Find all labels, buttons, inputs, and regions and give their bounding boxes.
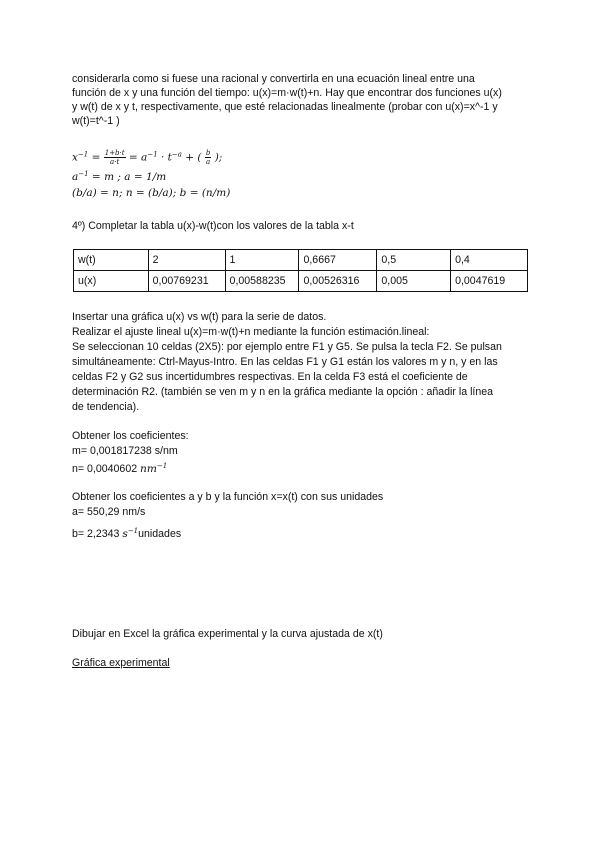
instruction-line-5: celdas F2 y G2 sus incertidumbres respectivas. En la celda F3 está el coeficiente de [72,371,468,383]
table-cell: 2 [148,250,225,271]
instruction-line-2: Realizar el ajuste lineal u(x)=m·w(t)+n mediante la función estimación.lineal: [72,326,430,338]
row-header-cell: w(t) [74,250,149,271]
table-cell: 0,00588235 [225,271,299,292]
intro-line-2: función de x y una función del tiempo: u(x)=m·w(t)+n. Hay que encontrar dos funciones u(x) [72,87,502,99]
section-4-heading: 4º) Completar la tabla u(x)-w(t)con los valores de la tabla x-t [72,220,354,232]
equation-1: $x^{-1}$ = $\frac{1+b\cdot t}{a\cdot t}$ = $a^{-1} \cdot t^{-a}$ + ( $\frac{b}{a}$ ); [72,149,223,166]
table-cell: 0,5 [377,250,451,271]
table-cell: 0,6667 [299,250,377,271]
instruction-line-1: Insertar una gráfica u(x) vs w(t) para la serie de datos. [72,311,327,323]
graph-title: Gráfica experimental [72,657,170,669]
ab-heading: Obtener los coeficientes a y b y la función x=x(t) con sus unidades [72,491,384,503]
coefficient-a: a= 550,29 nm/s [72,506,146,518]
draw-instruction: Dibujar en Excel la gráfica experimental y la curva ajustada de x(t) [72,628,383,640]
coefficient-b: b= 2,2343 $s^{-1}unidades$ [72,527,182,540]
instruction-line-3: Se seleccionan 10 celdas (2X5): por ejemplo entre F1 y G5. Se pulsa la tecla F2. Se pulsan [72,341,502,353]
instruction-line-7: de tendencia). [72,401,140,413]
coefficients-heading: Obtener los coeficientes: [72,430,189,442]
intro-line-3: y w(t) de x y t, respectivamente, que esté relacionadas linealmente (probar con u(x)=x^-1 y [72,101,498,113]
instruction-line-4: simultáneamente: Ctrl-Mayus-Intro. En las celdas F1 y G1 están los valores m y n, y en las [72,356,498,368]
coefficient-m: m= 0,001817238 s/nm [72,445,178,457]
table-row [74,250,528,271]
table-cell: 0,00769231 [148,271,225,292]
intro-line-4: w(t)=t^-1 ) [72,115,120,127]
intro-line-1: considerarla como si fuese una racional y convertirla en una ecuación lineal entre una [72,73,475,85]
table-cell: 0,005 [377,271,451,292]
table-cell: 0,00526316 [299,271,377,292]
fraction-1: $\frac{1+b\cdot t}{a\cdot t}$ [104,149,125,166]
fraction-2: $\frac{b}{a}$ [205,149,211,166]
equation-2: $a^{-1} = m$ ; a = 1/m [72,170,167,183]
equation-3: (b/a) = n; n = (b/a); b = (n/m) [72,187,231,199]
table-cell: 0,4 [451,250,528,271]
table-row [74,271,528,292]
data-table [73,249,528,292]
instruction-line-6: determinación R2. (también se ven m y n en la gráfica mediante la opción : añadir la línea [72,386,494,398]
table-cell: 1 [225,250,299,271]
row-header-cell: u(x) [74,271,149,292]
table-cell: 0,0047619 [451,271,528,292]
coefficient-n: n= 0,0040602 $nm^{-1}$ [72,462,168,475]
